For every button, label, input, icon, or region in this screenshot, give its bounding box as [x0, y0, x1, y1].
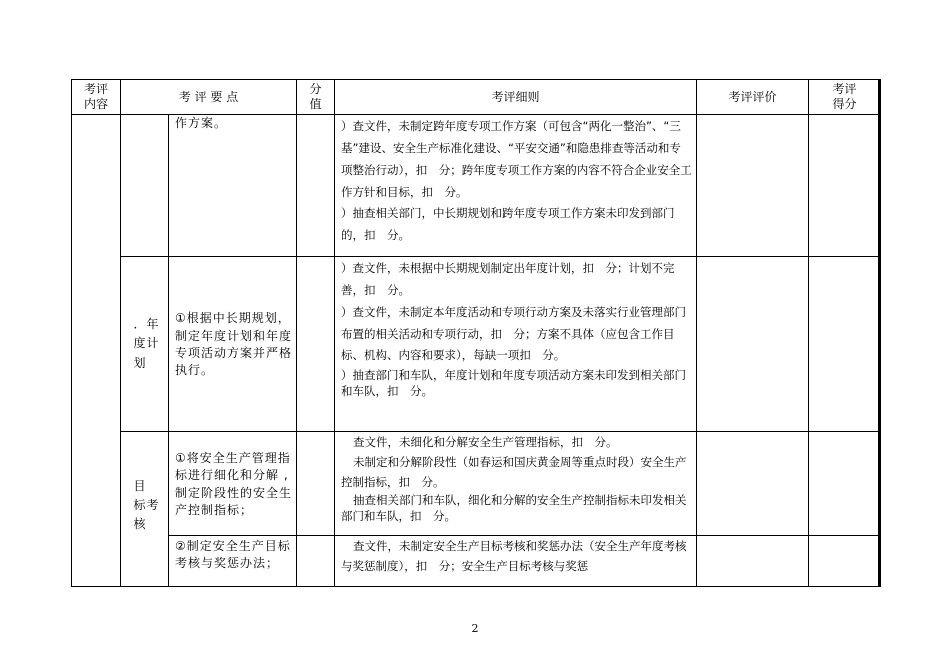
evaluation-cell	[697, 536, 809, 587]
sub-item-cell	[121, 115, 169, 257]
header-points: 考 评 要 点	[121, 80, 297, 115]
evaluation-cell	[697, 115, 809, 257]
got-cell	[809, 536, 881, 587]
table-right-border	[878, 79, 881, 586]
sub-item-cell: 目 标考 核	[121, 432, 169, 587]
point-cell: ②制定安全生产目标考核与奖惩办法；	[169, 536, 297, 587]
header-content: 考评 内容	[72, 80, 121, 115]
got-cell	[809, 432, 881, 536]
table-row	[72, 536, 881, 587]
detail-text: ）查文件，未制定本年度活动和专项行动方案及未落实行业管理部门布置的相关活动和专项行动，扣 分；方案不具体（应包含工作目标、机构、内容和要求），每缺一项扣 分。	[341, 304, 687, 363]
got-cell	[809, 257, 881, 432]
score-cell	[297, 257, 335, 432]
header-got: 考评 得分	[809, 80, 881, 115]
evaluation-table	[71, 79, 881, 587]
detail-text: ）抽查相关部门，中长期规划和跨年度专项工作方案未印发到部门的，扣 分。	[341, 206, 675, 243]
content-cell	[72, 115, 121, 587]
detail-text: ）抽查部门和车队，年度计划和年度专项活动方案未印发到相关部门和车队，扣 分。	[341, 368, 687, 399]
page-number: 2	[471, 622, 479, 635]
details-cell	[335, 432, 697, 536]
detail-text: 抽查相关部门和车队，细化和分解的安全生产控制指标未印发相关部门和车队，扣 分。	[341, 493, 687, 524]
header-details: 考评细则	[335, 80, 697, 115]
detail-text: 未制定和分解阶段性（如春运和国庆黄金周等重点时段）安全生产控制指标，扣 分。	[341, 454, 687, 489]
table-row	[72, 257, 881, 432]
sub-item-cell: ．年 度计 划	[121, 257, 169, 432]
detail-text: ）查文件，未制定跨年度专项工作方案（可包含“两化一整治”、“三基”建设、安全生产标准化建设、“平安交通”和隐患排查等活动和专项整治行动），扣 分；跨年度专项工作方案的内容不符合企业安全工作方针和目标，扣 分。	[341, 119, 692, 199]
score-cell	[297, 115, 335, 257]
header-evaluation: 考评评价	[697, 80, 809, 115]
got-cell	[809, 115, 881, 257]
table-row	[72, 115, 881, 257]
detail-text: 查文件，未制定安全生产目标考核和奖惩办法（安全生产年度考核与奖惩制度），扣 分；安全生产目标考核与奖惩	[341, 539, 687, 573]
evaluation-cell	[697, 432, 809, 536]
details-cell	[335, 115, 697, 257]
table-row	[72, 432, 881, 536]
point-cell: ①将安全生产管理指标进行细化和分解 ,制定阶段性的安全生产控制指标；	[169, 432, 297, 536]
details-cell	[335, 536, 697, 587]
point-cell: ①根据中长期规划，制定年度计划和年度专项活动方案并严格执行。	[169, 257, 297, 432]
score-cell	[297, 432, 335, 536]
table-header-row	[72, 80, 881, 115]
header-score: 分 值	[297, 80, 335, 115]
evaluation-cell	[697, 257, 809, 432]
score-cell	[297, 536, 335, 587]
detail-text: 查文件，未细化和分解安全生产管理指标，扣 分。	[353, 435, 618, 449]
detail-text: ）查文件，未根据中长期规划制定出年度计划，扣 分；计划不完善，扣 分。	[341, 261, 675, 297]
details-cell	[335, 257, 697, 432]
point-cell: 作方案。	[169, 115, 297, 257]
